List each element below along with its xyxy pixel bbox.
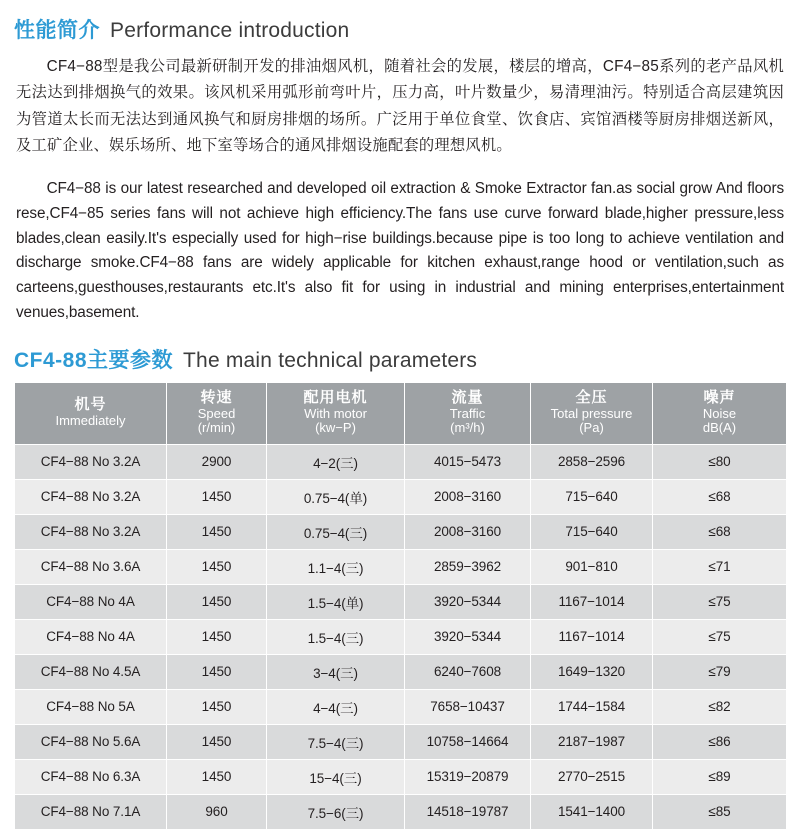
table-cell: ≤75 — [653, 584, 787, 619]
table-cell: 1450 — [167, 689, 267, 724]
table-body — [15, 444, 787, 829]
column-header-traffic — [405, 382, 531, 444]
table-cell: 1167−1014 — [531, 619, 653, 654]
table-cell: 1450 — [167, 549, 267, 584]
table-row — [15, 549, 787, 584]
table-cell: CF4−88 No 3.2A — [15, 479, 167, 514]
column-header-cn: 噪声 — [703, 388, 736, 406]
table-cell: 1450 — [167, 724, 267, 759]
column-header-unit: (r/min) — [197, 420, 236, 436]
column-header-model — [15, 382, 167, 444]
section-heading-en: Performance introduction — [110, 19, 350, 42]
table-header — [15, 382, 787, 444]
table-cell: 4−2(三) — [267, 444, 405, 479]
table-cell: 15319−20879 — [405, 759, 531, 794]
section-heading-en-2: The main technical parameters — [183, 348, 478, 372]
table-cell: ≤68 — [653, 514, 787, 549]
table-cell: ≤82 — [653, 689, 787, 724]
column-header-unit: (Pa) — [579, 420, 604, 436]
table-row — [15, 654, 787, 689]
table-cell: 0.75−4(三) — [267, 514, 405, 549]
table-cell: 715−640 — [531, 514, 653, 549]
table-cell: CF4−88 No 3.2A — [15, 444, 167, 479]
column-header-en: With motor — [304, 405, 367, 421]
table-cell: 4015−5473 — [405, 444, 531, 479]
table-row — [15, 759, 787, 794]
table-row — [15, 514, 787, 549]
table-cell: CF4−88 No 3.6A — [15, 549, 167, 584]
table-cell: 4−4(三) — [267, 689, 405, 724]
table-cell: 1.1−4(三) — [267, 549, 405, 584]
table-cell: 2858−2596 — [531, 444, 653, 479]
table-cell: 1450 — [167, 514, 267, 549]
table-cell: 2859−3962 — [405, 549, 531, 584]
paragraph-english: CF4−88 is our latest researched and developed oil extraction & Smoke Extractor fan.as social grow And floors rese,CF4−85 series fans will not achieve high efficiency.The fans use curve forward blade,higher pressure,less blades,clean easily.It's especially used for high−rise buildings.because pipe is too long to achieve ventilation and discharge smoke.CF4−88 fans are widely applicable for kitchen exhaust,range hood or ventilation,such as carteens,guesthouses,restaurants etc.It's also fit for using in industrial and mining enterprises,entertainment venues,basement. — [16, 180, 784, 322]
column-header-noise — [653, 382, 787, 444]
column-header-cn: 全压 — [575, 388, 608, 406]
table-header-row — [15, 382, 787, 444]
table-cell: 2008−3160 — [405, 479, 531, 514]
column-header-motor — [267, 382, 405, 444]
column-header-en: Traffic — [449, 405, 486, 421]
table-cell: ≤89 — [653, 759, 787, 794]
table-cell: 3920−5344 — [405, 584, 531, 619]
table-cell: CF4−88 No 7.1A — [15, 794, 167, 829]
table-cell: 6240−7608 — [405, 654, 531, 689]
section-heading-parameters — [14, 344, 786, 374]
table-cell: ≤75 — [653, 619, 787, 654]
table-cell: CF4−88 No 3.2A — [15, 514, 167, 549]
table-cell: ≤79 — [653, 654, 787, 689]
table-cell: 7658−10437 — [405, 689, 531, 724]
column-header-en: Immediately — [55, 412, 126, 428]
parameters-table-wrapper — [14, 382, 786, 830]
column-header-en: Total pressure — [550, 405, 633, 421]
table-cell: 7.5−6(三) — [267, 794, 405, 829]
table-cell: 1541−1400 — [531, 794, 653, 829]
table-cell: 0.75−4(单) — [267, 479, 405, 514]
table-cell: 715−640 — [531, 479, 653, 514]
column-header-speed — [167, 382, 267, 444]
table-cell: CF4−88 No 5.6A — [15, 724, 167, 759]
column-header-unit: (kw−P) — [315, 420, 356, 436]
section-heading-cn-2: CF4-88主要参数 — [14, 348, 174, 372]
table-cell: 1450 — [167, 584, 267, 619]
table-cell: 1744−1584 — [531, 689, 653, 724]
table-cell: 1450 — [167, 479, 267, 514]
column-header-unit: (m³/h) — [450, 420, 485, 436]
column-header-unit: dB(A) — [702, 420, 737, 436]
column-header-cn: 转速 — [200, 388, 233, 406]
table-cell: 3−4(三) — [267, 654, 405, 689]
section-heading-performance — [14, 14, 786, 44]
table-cell: 2900 — [167, 444, 267, 479]
table-cell: 1450 — [167, 654, 267, 689]
table-cell: CF4−88 No 5A — [15, 689, 167, 724]
table-cell: 1.5−4(三) — [267, 619, 405, 654]
table-cell: 1.5−4(单) — [267, 584, 405, 619]
table-cell: 14518−19787 — [405, 794, 531, 829]
table-cell: 2187−1987 — [531, 724, 653, 759]
table-cell: CF4−88 No 4A — [15, 619, 167, 654]
table-cell: 1167−1014 — [531, 584, 653, 619]
table-row — [15, 444, 787, 479]
table-row — [15, 724, 787, 759]
table-cell: ≤85 — [653, 794, 787, 829]
table-cell: ≤80 — [653, 444, 787, 479]
table-cell: 2770−2515 — [531, 759, 653, 794]
table-cell: 2008−3160 — [405, 514, 531, 549]
paragraph-chinese: CF4−88型是我公司最新研制开发的排油烟风机，随着社会的发展，楼层的增高，CF4−85系列的老产品风机无法达到排烟换气的效果。该风机采用弧形前弯叶片，压力高，叶片数量少，易清理油污。特别适合高层建筑因为管道太长而无法达到通风换气和厨房排烟的场所。广泛用于单位食堂、饮食店、宾馆酒楼等厨房排烟送新风，及工矿企业、娱乐场所、地下室等场合的通风排烟设施配套的理想风机。 — [16, 58, 784, 154]
table-cell: CF4−88 No 4A — [15, 584, 167, 619]
table-cell: 15−4(三) — [267, 759, 405, 794]
table-cell: 3920−5344 — [405, 619, 531, 654]
table-row — [15, 794, 787, 829]
table-cell: ≤71 — [653, 549, 787, 584]
table-cell: 960 — [167, 794, 267, 829]
table-cell: ≤86 — [653, 724, 787, 759]
table-cell: 1450 — [167, 759, 267, 794]
table-cell: CF4−88 No 6.3A — [15, 759, 167, 794]
table-cell: 10758−14664 — [405, 724, 531, 759]
table-row — [15, 479, 787, 514]
table-cell: 1649−1320 — [531, 654, 653, 689]
table-row — [15, 619, 787, 654]
column-header-cn: 流量 — [451, 388, 484, 406]
section-heading-cn: 性能简介 — [14, 19, 100, 42]
column-header-total-pressure — [531, 382, 653, 444]
column-header-cn: 机号 — [74, 396, 107, 414]
column-header-en: Speed — [197, 405, 236, 421]
column-header-en: Noise — [702, 405, 737, 421]
table-cell: ≤68 — [653, 479, 787, 514]
table-row — [15, 584, 787, 619]
table-cell: 7.5−4(三) — [267, 724, 405, 759]
table-cell: CF4−88 No 4.5A — [15, 654, 167, 689]
parameters-table — [14, 382, 787, 830]
column-header-cn: 配用电机 — [303, 388, 368, 406]
table-cell: 901−810 — [531, 549, 653, 584]
table-row — [15, 689, 787, 724]
table-cell: 1450 — [167, 619, 267, 654]
